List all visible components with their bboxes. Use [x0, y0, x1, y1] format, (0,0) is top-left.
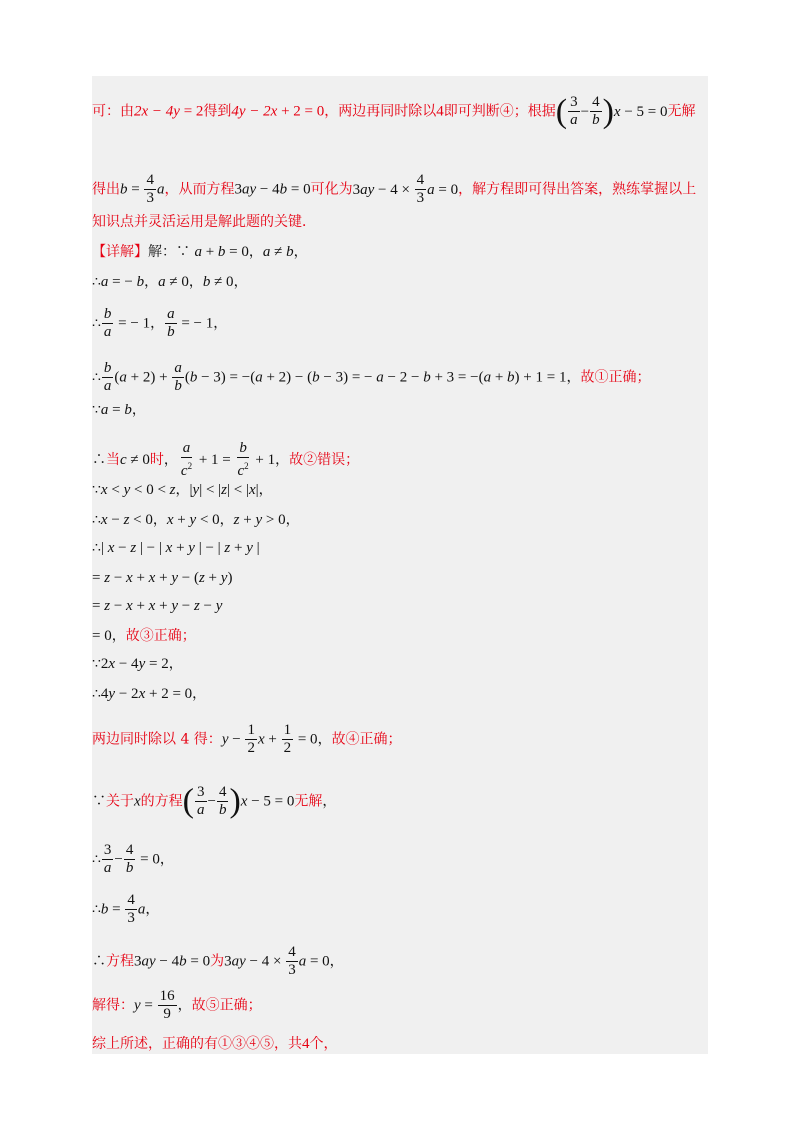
- text-line: ∴ $\frac{b}{a}$ = − 1， $\frac{a}{b}$ = − 1，: [92, 306, 228, 340]
- text-line: ∴ $\frac{3}{a}$ − $\frac{4}{b}$ = 0，: [92, 842, 174, 876]
- text-line: = z − x + x + y − z − y: [92, 598, 223, 614]
- text-line: = 0，故③正确；: [92, 628, 196, 644]
- text-line: 知识点并灵活运用是解此题的关键．: [92, 214, 316, 230]
- text-line: ∴| x − z | − | x + y | − | z + y |: [92, 540, 260, 556]
- text-line: 解得：y = $\frac{16}{9}$ ，故⑤正确；: [92, 988, 262, 1022]
- text-line: ∴b = $\frac{4}{3}$ a，: [92, 892, 160, 926]
- text-line: ∴ $\frac{b}{a}$ (a + 2) + $\frac{a}{b}$ (b − 3) = −(a + 2) − (b − 3) = − a − 2 − b + 3 = −(a + b) + 1 = 1，故①正确；: [92, 360, 651, 394]
- text-line: ∴方程3ay − 4b = 0为3ay − 4 × $\frac{4}{3}$ a = 0，: [92, 944, 344, 978]
- text-line: ∴4y − 2x + 2 = 0，: [92, 686, 207, 702]
- text-line: 综上所述，正确的有①③④⑤，共4个，: [92, 1036, 338, 1052]
- text-line: ∵a = b，: [92, 402, 146, 418]
- text-line: 可：由2x − 4y = 2得到4y − 2x + 2 = 0，两边再同时除以4即可判断④；根据( $\frac{3}{a}$ − $\frac{4}{b}$ )x − 5 = 0无解: [92, 92, 696, 130]
- document-page: [92, 76, 708, 1054]
- text-line: 【详解】解：∵ a + b = 0，a ≠ b，: [92, 244, 308, 260]
- text-line: ∴当c ≠ 0时， $\frac{a}{c^2}$ + 1 = $\frac{b}{c^2}$ + 1，故②错误；: [92, 440, 360, 479]
- text-line: = z − x + x + y − (z + y): [92, 570, 233, 586]
- text-line: ∴a = − b，a ≠ 0，b ≠ 0，: [92, 274, 248, 290]
- text-line: ∴x − z < 0，x + y < 0，z + y > 0，: [92, 512, 300, 528]
- text-line: 得出b = $\frac{4}{3}$ a，从而方程3ay − 4b = 0可化为3ay − 4 × $\frac{4}{3}$ a = 0，解方程即可得出答案，熟练掌握以上: [92, 172, 697, 206]
- text-line: ∵2x − 4y = 2，: [92, 656, 183, 672]
- text-line: 两边同时除以 4 得：y − $\frac{1}{2}$ x + $\frac{1}{2}$ = 0，故④正确；: [92, 722, 402, 756]
- text-line: ∵x < y < 0 < z，|y| < |z| < |x|，: [92, 482, 273, 498]
- text-line: ∵关于x的方程( $\frac{3}{a}$ − $\frac{4}{b}$ )x − 5 = 0无解，: [92, 782, 337, 820]
